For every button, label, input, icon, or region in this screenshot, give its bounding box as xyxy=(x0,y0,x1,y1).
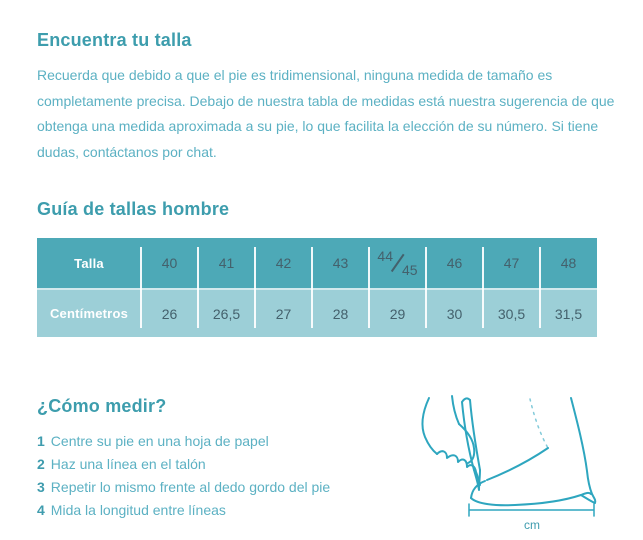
cm-cell: 26 xyxy=(161,305,178,322)
size-guide-title: Guía de tallas hombre xyxy=(37,199,230,219)
cm-cell: 30 xyxy=(446,305,463,322)
measure-step xyxy=(37,430,330,453)
measure-step xyxy=(37,476,330,499)
intro-section xyxy=(37,30,615,165)
cm-cell: 31,5 xyxy=(554,305,583,322)
heel-and-leg-back xyxy=(571,398,595,503)
cm-cell: 27 xyxy=(275,305,292,322)
measure-steps-list xyxy=(37,430,330,522)
size-cell: 42 xyxy=(275,255,292,271)
thumb-outline xyxy=(459,424,474,463)
size-row-label: Talla xyxy=(74,255,104,271)
size-cell: 46 xyxy=(446,255,463,271)
foot-measure-illustration xyxy=(415,393,605,540)
measure-unit-label: cm xyxy=(524,518,540,532)
column-divider xyxy=(425,247,427,328)
wrist-inner-line xyxy=(452,396,459,424)
cm-row-label: Centímetros xyxy=(49,306,129,321)
measure-line xyxy=(469,504,594,516)
column-divider xyxy=(140,247,142,328)
size-cell xyxy=(369,238,426,288)
cm-cell: 26,5 xyxy=(212,305,241,322)
size-cell: 40 xyxy=(161,255,178,271)
size-cell: 48 xyxy=(560,255,577,271)
measure-step xyxy=(37,499,330,522)
hand-outline xyxy=(422,398,437,454)
intro-paragraph: Recuerda que debido a que el pie es tridimensional, ninguna medida de tamaño es completamente precisa. Debajo de nuestra tabla de medidas está nuestra sugerencia de que obtenga una medida aproximada a su pie, lo que facilita la elección de su número. Si tiene dudas, contáctanos por chat. xyxy=(37,67,615,160)
shin-dashed-line xyxy=(530,399,548,448)
step-text: Mida la longitud entre líneas xyxy=(50,502,226,518)
column-divider xyxy=(311,247,313,328)
size-cell: 47 xyxy=(503,255,520,271)
column-divider xyxy=(482,247,484,328)
cm-cell: 30,5 xyxy=(497,305,526,322)
step-number: 4 xyxy=(37,502,45,518)
column-divider xyxy=(368,247,370,328)
step-text: Haz una línea en el talón xyxy=(50,456,206,472)
measure-step xyxy=(37,453,330,476)
foot-top-line xyxy=(487,448,548,480)
foot-sole xyxy=(471,493,591,505)
pencil-top xyxy=(462,398,470,402)
column-divider xyxy=(197,247,199,328)
step-number: 3 xyxy=(37,479,45,495)
cm-row xyxy=(37,288,597,337)
step-text: Centre su pie en una hoja de papel xyxy=(50,433,269,449)
size-cell: 43 xyxy=(332,255,349,271)
size-table xyxy=(37,238,597,337)
cm-cell: 28 xyxy=(332,305,349,322)
step-text: Repetir lo mismo frente al dedo gordo del pie xyxy=(50,479,331,495)
page-title: Encuentra tu talla xyxy=(37,30,192,50)
column-divider xyxy=(254,247,256,328)
how-to-measure-title: ¿Cómo medir? xyxy=(37,396,167,416)
column-divider xyxy=(539,247,541,328)
size-cell: 41 xyxy=(218,255,235,271)
step-number: 2 xyxy=(37,456,45,472)
step-number: 1 xyxy=(37,433,45,449)
size-row xyxy=(37,238,597,288)
split-size-value: 44 45 xyxy=(377,248,418,278)
cm-cell: 29 xyxy=(389,305,406,322)
